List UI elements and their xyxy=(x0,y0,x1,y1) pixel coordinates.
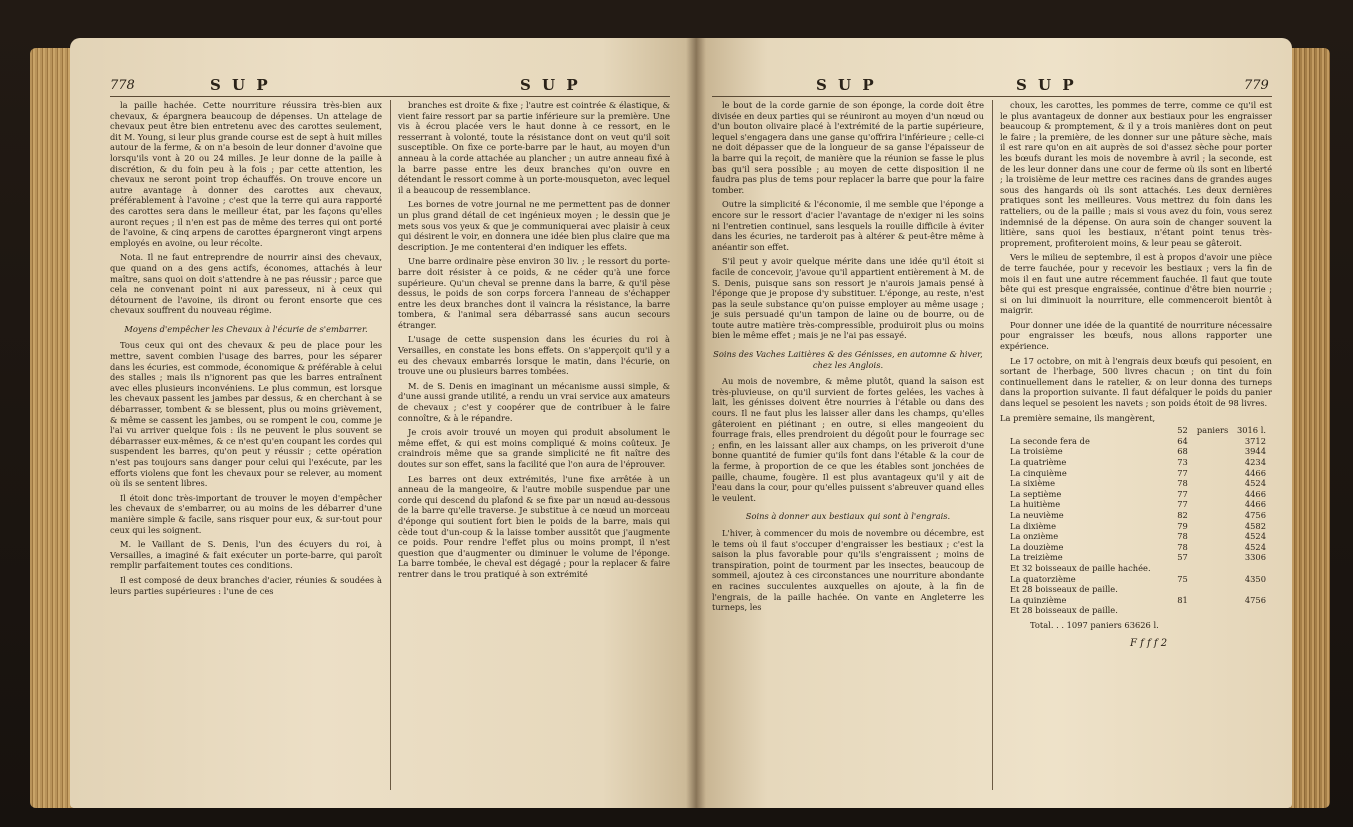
text-column xyxy=(398,100,670,584)
table-cell-qty: 68 xyxy=(1177,446,1188,457)
paragraph: Il est composé de deux branches d'acier, réunies & soudées à leurs parties supérieures : l'une de ces xyxy=(110,574,382,596)
table-cell-lbs: 4466 xyxy=(1244,499,1266,510)
table-cell-qty: 78 xyxy=(1177,531,1188,542)
table-row xyxy=(1008,542,1268,553)
table-row xyxy=(1008,531,1268,542)
table-cell-lbs: 3712 xyxy=(1244,435,1266,446)
table-cell-unit xyxy=(1190,542,1230,553)
table-cell-qty: 79 xyxy=(1177,520,1188,531)
header-rule xyxy=(110,96,670,97)
table-cell-qty: 77 xyxy=(1177,467,1188,478)
running-head: S U P xyxy=(1016,76,1077,94)
table-cell-unit xyxy=(1190,489,1230,500)
table-cell-label: La onzième xyxy=(1010,531,1059,542)
table-cell-label: La treizième xyxy=(1010,552,1063,563)
table-cell-label: Et 32 boisseaux de paille hachée. xyxy=(1010,562,1151,573)
table-cell-lbs: 4524 xyxy=(1244,531,1266,542)
table-cell-qty: 77 xyxy=(1177,499,1188,510)
table-row xyxy=(1008,552,1268,563)
table-cell-unit xyxy=(1190,436,1230,447)
table-cell-label: Et 28 boisseaux de paille. xyxy=(1010,584,1118,595)
table-cell-unit xyxy=(1190,605,1230,616)
table-cell-lbs: 4524 xyxy=(1244,541,1266,552)
table-row xyxy=(1008,574,1268,585)
table-row xyxy=(1008,478,1268,489)
text-block xyxy=(1000,100,1272,409)
paragraph: Outre la simplicité & l'économie, il me semble que l'éponge a encore sur le ressort d'acier l'avantage de n'exiger ni les soins ni l'entretien continuel, sans lesquels la rouille difficile à éviter dans les écuries, ne tarderoit pas à altérer & peut-être même à anéantir son effet. xyxy=(712,199,984,252)
table-row xyxy=(1008,595,1268,606)
table-cell-lbs xyxy=(1230,563,1268,574)
paragraph: S'il peut y avoir quelque mérite dans une idée qu'il étoit si facile de concevoir, j'avoue qu'il appartient entièrement à M. de S. Denis, puisque sans son ressort je n'aurois jamais pensé à l'éponge que je propose d'y substituer. L'éponge, au reste, n'est pas la seule substance qu'on puisse employer au même usage ; je suis persuadé qu'un tampon de laine ou de bourre, ou de toute autre matière très-compressible, produiroit plus ou moins bien le même effet ; mais je ne l'ai pas essayé. xyxy=(712,256,984,341)
table-cell-qty: 75 xyxy=(1177,573,1188,584)
table-cell-unit xyxy=(1190,595,1230,606)
paragraph: Il étoit donc très-important de trouver le moyen d'empêcher les chevaux de s'embarrer, ou au moins de les débarrer d'une manière simple & facile, sans risquer pour eux, & sur-tout pour ceux qui les soignent. xyxy=(110,492,382,535)
table-cell-lbs: 4582 xyxy=(1244,520,1266,531)
table-cell-label: La dixième xyxy=(1010,520,1057,531)
paragraph: Une barre ordinaire pèse environ 30 liv. ; le ressort du porte-barre doit résister à ce poids, & ne céder qu'à une force supérieure. Qu'un cheval se prenne dans la barre, & qu'il pèse dessus, le poids de son corps forcera l'anneau de s'échapper entre les deux branches dont il vaincra la résistance, la barre tombera, & l'animal sera débarrassé sans aucun secours étranger. xyxy=(398,256,670,330)
table-cell-label: La cinquième xyxy=(1010,467,1067,478)
table-cell-label: Et 28 boisseaux de paille. xyxy=(1010,605,1118,616)
table-row xyxy=(1008,457,1268,468)
table-cell-unit xyxy=(1190,510,1230,521)
table-cell-lbs: 4756 xyxy=(1244,594,1266,605)
column-rule xyxy=(992,100,993,790)
total-label: Total. . . xyxy=(1030,619,1065,630)
paragraph: Vers le milieu de septembre, il est à propos d'avoir une pièce de terre fauchée, pour y recevoir les bestiaux ; vers la fin de mois il en faut une autre récemment fauchée. Il faut que toute bête qui est presque engraissée, continue d'être bien nourrie ; si on lui diminuoit la nourriture, elle commenceroit bientôt à maigrir. xyxy=(1000,252,1272,316)
table-cell-unit xyxy=(1190,563,1230,574)
paragraph: Les bornes de votre journal ne me permettent pas de donner un plus grand détail de cet ingénieux moyen ; le dessin que je mets sous vos yeux & que je communiquerai avec plaisir à ceux qui désirent le voir, en donnera une idée bien plus claire que ma description. Je me contenterai d'en indiquer les effets. xyxy=(398,199,670,252)
table-row xyxy=(1008,510,1268,521)
table-cell-lbs xyxy=(1230,584,1268,595)
table-cell-unit xyxy=(1190,584,1230,595)
running-head: S U P xyxy=(520,76,581,94)
table-cell-lbs: 3016 l. xyxy=(1236,425,1266,436)
table-row xyxy=(1008,499,1268,510)
table-cell-unit xyxy=(1190,478,1230,489)
table-row xyxy=(1008,563,1268,574)
table-cell-lbs: 4756 xyxy=(1244,509,1266,520)
table-cell-unit xyxy=(1190,446,1230,457)
table-cell-label: La quinzième xyxy=(1010,594,1067,605)
section-heading: Soins à donner aux bestiaux qui sont à l'engrais. xyxy=(745,511,951,522)
paragraph: branches est droite & fixe ; l'autre est cointrée & élastique, & vient faire ressort par sa partie inférieure sur la première. Une vis à écrou placée vers le haut donne à ce ressort, en le resserrant à volonté, toute la résistance dont on veut qu'il soit susceptible. On fixe ce porte-barre par le haut, au moyen d'un anneau à la corde attachée au plancher ; un autre anneau fixé à la barre passe entre les deux branches qu'on ouvre en détendant le ressort comme à un porte-mousqueton, avec lequel il a beaucoup de ressemblance. xyxy=(398,100,670,195)
paragraph: M. le Vaillant de S. Denis, l'un des écuyers du roi, à Versailles, a imaginé & fait exécuter un porte-barre, qui paroît remplir parfaitement toutes ces conditions. xyxy=(110,539,382,571)
table-cell-label xyxy=(1008,425,1173,436)
paragraph: Le 17 octobre, on mit à l'engrais deux bœufs qui pesoient, en sortant de l'herbage, 500 livres chacun ; on tint du foin continuellement dans le ratelier, & on leur donna des turneps dans la proportion suivante. Il faut défalquer le poids du panier dans lequel se pesoient les navets ; son poids étoit de 98 livres. xyxy=(1000,355,1272,409)
text-column xyxy=(1000,100,1272,649)
table-cell-label: La seconde fera de xyxy=(1010,435,1090,446)
paragraph: Nota. Il ne faut entreprendre de nourrir ainsi des chevaux, que quand on a des gens actifs, économes, attachés à leur maître, sans quoi on doit s'attendre à ne pas réussir ; parce que cela ne convenant point ni aux paresseux, ni à ceux qui détournent de l'avoine, ils diront ou feront ensorte que ces chevaux souffrent du nouveau régime. xyxy=(110,252,382,316)
paragraph: Les barres ont deux extrémités, l'une fixe arrêtée à un anneau de la mangeoire, & l'autre mobile suspendue par une corde qui descend du plafond & se fixe par un nœud au-dessous de la barre qu'elle traverse. Je substitue à ce nœud un morceau d'éponge qui soutient fort bien le poids de la barre, mais qui cède tout d'un-coup & la laisse tomber aussitôt que j'augmente ce poids. Pour rendre l'effet plus ou moins prompt, il n'est question que d'augmenter ou diminuer le volume de l'éponge. La barre tombée, le cheval est dégagé ; pour la replacer & faire rentrer dans le trou pratiqué à son extrémité xyxy=(398,473,670,579)
paragraph: Je crois avoir trouvé un moyen qui produit absolument le même effet, & qui est moins compliqué & moins coûteux. Je craindrois même que sa grande simplicité ne fit naître des doutes sur son effet, sans la facilité que l'on aura de l'éprouver. xyxy=(398,427,670,469)
table-row xyxy=(1008,468,1268,479)
book-edge-right xyxy=(1290,48,1330,808)
table-cell-lbs: 3306 xyxy=(1244,552,1266,563)
page-number: 779 xyxy=(1244,78,1269,93)
table-cell-qty: 78 xyxy=(1177,541,1188,552)
paragraph: Pour donner une idée de la quantité de nourriture nécessaire pour engraisser les bœufs, nous allons rapporter une expérience. xyxy=(1000,319,1272,352)
total-value: 1097 paniers 63626 l. xyxy=(1066,619,1159,630)
running-head: S U P xyxy=(816,76,877,94)
table-cell-lbs: 4466 xyxy=(1244,488,1266,499)
table-cell-unit xyxy=(1190,531,1230,542)
running-head: S U P xyxy=(210,76,271,94)
table-row xyxy=(1008,605,1268,616)
paragraph: la paille hachée. Cette nourriture réussira très-bien aux chevaux, & épargnera beaucoup de dépenses. Un attelage de chevaux peut être bien entretenu avec des carottes seulement, dit M. Young, si leur plus grande course est de sept à huit milles autour de la ferme, & on n'a besoin de leur donner d'avoine que lorsqu'ils vont à 20 ou 24 milles. Je leur donne de la paille à discrétion, & du foin peu à la fois ; par cette attention, les chevaux ne seront point trop échauffés. On trouve encore un autre avantage à donner des carottes aux chevaux, préférablement à l'avoine ; c'est que la terre qui aura rapporté des carottes sera dans le meilleur état, par les façons qu'elles auront reçues ; il n'en est pas de même des terres qui ont porté de l'avoine, & cinq arpens de carottes épargneront vingt arpens employés en avoine, ou leur récolte. xyxy=(110,100,382,248)
section-heading: Moyens d'empêcher les Chevaux à l'écurie de s'embarrer. xyxy=(124,323,368,334)
table-row xyxy=(1008,521,1268,532)
table-cell-qty xyxy=(1173,584,1190,595)
table-cell-label: La neuvième xyxy=(1010,509,1064,520)
table-cell-label: La troisième xyxy=(1010,446,1063,457)
table-cell-qty xyxy=(1173,605,1190,616)
column-rule xyxy=(390,100,391,790)
table-cell-lbs: 4234 xyxy=(1244,457,1266,467)
table-cell-unit xyxy=(1190,574,1230,585)
table-row xyxy=(1008,489,1268,500)
table-row xyxy=(1008,436,1268,447)
signature-mark: F f f f 2 xyxy=(1130,637,1168,649)
table-row xyxy=(1008,584,1268,595)
paragraph: Tous ceux qui ont des chevaux & peu de place pour les mettre, savent combien l'usage des barres, pour les séparer dans les écuries, est commode, économique & préférable à celui des stalles ; mais ils n'ignorent pas que les barres entraînent avec elles plusieurs inconvéniens. Le plus commun, est lorsque les chevaux passent les jambes par dessus, & en cherchant à se débarrasser, tombent & se blessent, plus ou moins grièvement, & même se cassent les jambes, ou se rompent le cou, comme je l'ai vu arriver quelque fois : ils ne peuvent le plus souvent se débarrasser eux-mêmes, & ce n'est qu'en coupant les cordes qui suspendent les barres, qu'on peut y réussir ; cette opération n'est pas toujours sans danger pour celui qui l'exécute, par les efforts violens que font les chevaux pour se relever, au moment où ils se sentent libres. xyxy=(110,340,382,489)
table-cell-lbs: 3944 xyxy=(1244,446,1266,457)
paragraph: choux, les carottes, les pommes de terre, comme ce qu'il est le plus avantageux de donner aux bestiaux pour les engraisser beaucoup & promptement, & il y a trois manières dont on peut le faire ; la première, de les donner sur une pâture sèche, mais il est rare qu'on en ait auprès de soi d'assez sèche pour porter les bœufs durant les mois de novembre à avril ; la seconde, est de les leur donner dans une cour de ferme où ils sont en liberté ; la troisième de leur mettre ces racines dans de grandes auges sous des hangards où ils sont attachés. Les deux dernières pratiques sont les meilleures. Vous mettrez du foin dans les ratteliers, ou de la paille ; mais si vous avez du foin, vous serez indemnisé de la dépense. On aura soin de changer souvent la litière, sans quoi les bestiaux, n'étant point tenus très-proprement, profiteroient moins, & leur peau se gâteroit. xyxy=(1000,100,1272,248)
text-column xyxy=(712,100,984,617)
table-cell-qty xyxy=(1173,563,1190,574)
table-cell-unit xyxy=(1190,457,1230,468)
book-edge-left xyxy=(30,48,74,808)
left-page xyxy=(70,38,696,808)
table-cell-unit xyxy=(1190,499,1230,510)
table-cell-qty: 57 xyxy=(1177,552,1188,563)
paragraph: L'usage de cette suspension dans les écuries du roi à Versailles, en constate les bons effets. On s'apperçoit qu'il y a eu des chevaux embarrés lorsque le matin, dans l'écurie, on trouve une ou plusieurs barres tombées. xyxy=(398,334,670,377)
table-cell-lbs: 4350 xyxy=(1244,573,1266,584)
table-cell-unit xyxy=(1190,552,1230,563)
table-cell-label: La huitième xyxy=(1010,499,1061,510)
table-row xyxy=(1008,425,1268,436)
table-cell-label: La douzième xyxy=(1010,541,1064,552)
paragraph: Au mois de novembre, & même plutôt, quand la saison est très-pluvieuse, on qu'il survient de fortes gelées, les vaches à lait, les génisses doivent être nourries à l'étable ou dans des cours. Il ne faut plus les laisser aller dans les champs, qu'elles gâteroient en piétinant ; en outre, si elles mangeoient du fourrage frais, elles prendroient du dégoût pour le fourrage sec ; enfin, en les laissant aller aux champs, on les priveroit d'une bonne quantité de fumier qu'ils font dans l'étable & la cour de la ferme, à proportion de ce que les étables sont jonchées de paille, chaume, fougère. Il est plus avantageux qu'il y ait de l'eau dans la cour, pour qu'elles puissent s'abreuver quand elles le veulent. xyxy=(712,376,984,503)
table-cell-label: La septième xyxy=(1010,488,1062,499)
table-total xyxy=(1030,620,1272,631)
table-cell-qty: 77 xyxy=(1177,488,1188,499)
table-cell-unit xyxy=(1190,521,1230,532)
table-row xyxy=(1008,446,1268,457)
table-cell-qty: 52 xyxy=(1177,425,1188,436)
table-cell-qty: 78 xyxy=(1177,478,1188,489)
table-intro: La première semaine, ils mangèrent, xyxy=(1000,412,1156,423)
table-cell-label: La quatrième xyxy=(1010,457,1067,467)
book-gutter xyxy=(686,38,706,808)
right-page xyxy=(696,38,1292,808)
paragraph: L'hiver, à commencer du mois de novembre ou décembre, est le tems où il faut s'occuper d'engraisser les bestiaux ; c'est la saison la plus favorable pour qu'ils s'engraissent ; moins de transpiration, point de tourment par les insectes, beaucoup de sommeil, ajoutez à ces circonstances une nourriture abondante en racines succulentes auxquelles on ajoute, à la fin de l'engrais, de la paille hachée. On vante en Angleterre les turneps, les xyxy=(712,527,984,613)
open-book xyxy=(30,30,1330,820)
table-cell-qty: 82 xyxy=(1177,509,1188,520)
table-cell-label: La sixième xyxy=(1010,478,1056,489)
feeding-table xyxy=(1008,425,1268,616)
table-cell-unit xyxy=(1190,468,1230,479)
table-cell-lbs: 4466 xyxy=(1244,467,1266,478)
table-cell-lbs xyxy=(1230,605,1268,616)
table-cell-unit: paniers xyxy=(1196,425,1229,436)
table-cell-qty: 64 xyxy=(1177,435,1188,446)
table-cell-qty: 73 xyxy=(1177,457,1188,467)
paragraph: le bout de la corde garnie de son éponge, la corde doit être divisée en deux parties qui se réuniront au moyen d'un nœud ou d'un bouton olivaire placé à l'extrémité de la partie supérieure, lequel s'engagera dans une ganse qu'offrira l'inférieure ; celle-ci ne doit dépasser que de la longueur de sa ganse l'épaisseur de la barre qui la reçoit, de manière que la réunion se fasse le plus bas qu'il sera possible ; au moyen de cette disposition il ne faudra pas plus de tems pour replacer la barre que pour la faire tomber. xyxy=(712,100,984,195)
section-heading: Soins des Vaches Laitières & des Génisses, en automne & hiver, chez les Anglois. xyxy=(713,349,983,370)
table-cell-label: La quatorzième xyxy=(1010,573,1076,584)
header-rule xyxy=(712,96,1272,97)
page-number: 778 xyxy=(110,78,135,93)
table-cell-lbs: 4524 xyxy=(1244,478,1266,489)
paragraph: M. de S. Denis en imaginant un mécanisme aussi simple, & d'une aussi grande utilité, a rendu un vrai service aux amateurs de chevaux ; c'est y coopérer que de contribuer à le faire connoître, & à le répandre. xyxy=(398,380,670,423)
text-column xyxy=(110,100,382,600)
table-cell-qty: 81 xyxy=(1177,594,1188,605)
